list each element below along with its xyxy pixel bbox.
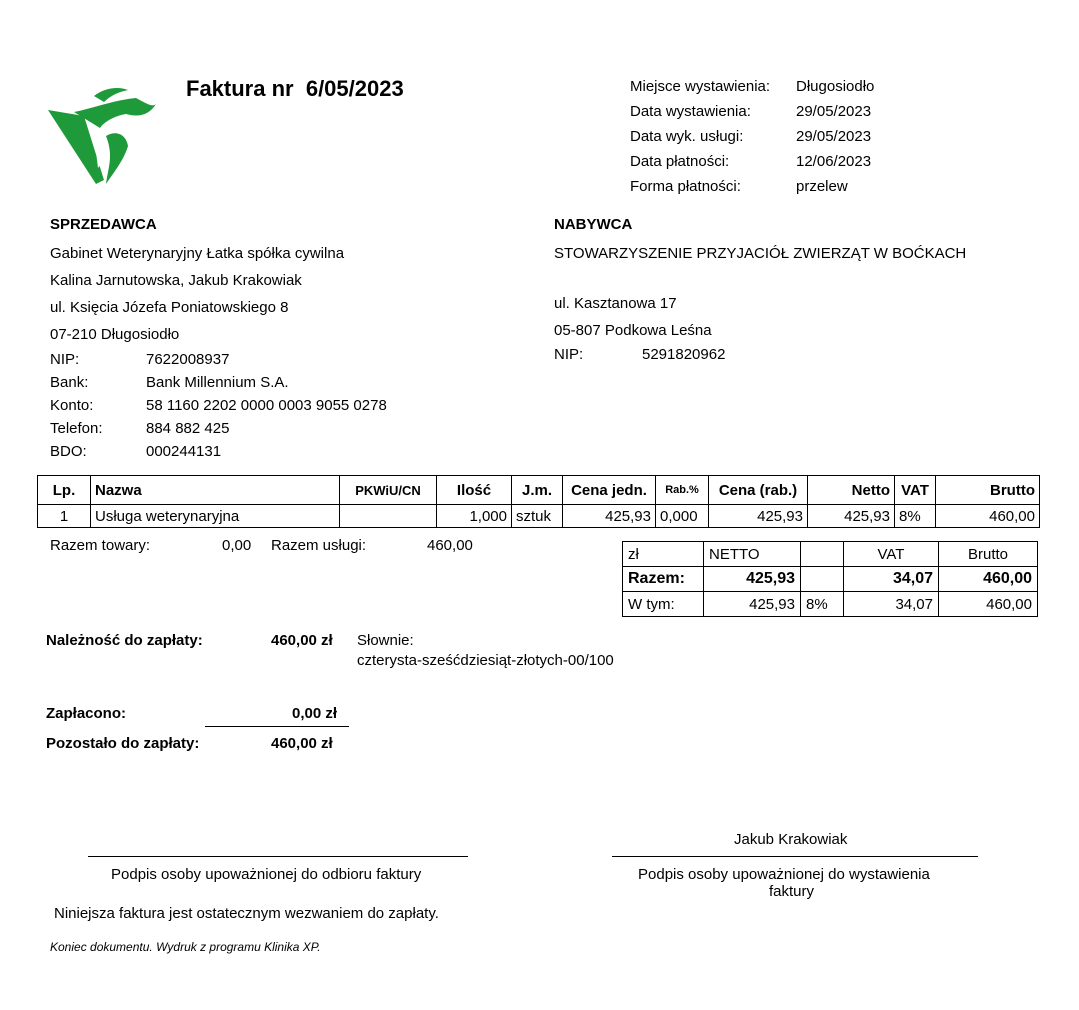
col-header: VAT <box>895 476 936 505</box>
seller-field-label: Telefon: <box>50 420 103 437</box>
cell-price-after-discount: 425,93 <box>709 505 808 528</box>
cell-unit-price: 425,93 <box>563 505 656 528</box>
summary-header-row <box>623 542 1038 567</box>
meta-label: Miejsce wystawienia: <box>630 78 771 95</box>
issuer-signature-line <box>612 856 978 857</box>
summary-cell: 34,07 <box>844 592 939 617</box>
remaining-label: Pozostało do zapłaty: <box>46 735 200 752</box>
cell-unit: sztuk <box>512 505 563 528</box>
vat-summary-table <box>622 541 1038 617</box>
seller-field-label: NIP: <box>50 351 80 368</box>
seller-field-value: 884 882 425 <box>146 420 230 437</box>
summary-total-row <box>623 567 1038 592</box>
meta-label: Data płatności: <box>630 153 730 170</box>
buyer-city: 05-807 Podkowa Leśna <box>554 322 712 339</box>
services-total-label: Razem usługi: <box>271 537 367 554</box>
seller-heading: SPRZEDAWCA <box>50 216 157 233</box>
seller-line: 07-210 Długosiodło <box>50 326 180 343</box>
buyer-nip-value: 5291820962 <box>642 346 726 363</box>
summary-cell <box>801 542 844 567</box>
clinic-logo <box>44 80 164 190</box>
items-table <box>37 475 1040 528</box>
buyer-name: STOWARZYSZENIE PRZYJACIÓŁ ZWIERZĄT W BOĆKACH <box>554 245 967 262</box>
buyer-heading: NABYWCA <box>554 216 633 233</box>
summary-cell: W tym: <box>623 592 704 617</box>
col-header: Brutto <box>936 476 1040 505</box>
goods-total-label: Razem towary: <box>50 537 151 554</box>
words-label: Słownie: <box>357 632 414 649</box>
items-header-row <box>38 476 1040 505</box>
issuer-signature-caption-cont: faktury <box>769 883 815 900</box>
meta-label: Forma płatności: <box>630 178 741 195</box>
cell-gross: 460,00 <box>936 505 1040 528</box>
summary-cell: 460,00 <box>939 592 1038 617</box>
col-header: Netto <box>808 476 895 505</box>
summary-breakdown-row <box>623 592 1038 617</box>
invoice-title-prefix: Faktura nr <box>186 76 294 101</box>
summary-cell: 34,07 <box>844 567 939 592</box>
amount-due-value: 460,00 zł <box>271 632 333 649</box>
services-total-value: 460,00 <box>427 537 473 554</box>
seller-field-label: Konto: <box>50 397 94 414</box>
col-header: Cena jedn. <box>563 476 656 505</box>
buyer-street: ul. Kasztanowa 17 <box>554 295 677 312</box>
meta-value: 12/06/2023 <box>796 153 872 170</box>
summary-cell: 460,00 <box>939 567 1038 592</box>
buyer-nip-label: NIP: <box>554 346 584 363</box>
seller-field-label: Bank: <box>50 374 89 391</box>
issuer-name: Jakub Krakowiak <box>734 831 848 848</box>
summary-cell: 8% <box>801 592 844 617</box>
seller-line: Gabinet Weterynaryjny Łatka spółka cywilna <box>50 245 345 262</box>
amount-due-label: Należność do zapłaty: <box>46 632 203 649</box>
seller-field-value: 7622008937 <box>146 351 230 368</box>
cell-lp: 1 <box>38 505 91 528</box>
cell-vat: 8% <box>895 505 936 528</box>
meta-value: 29/05/2023 <box>796 128 872 145</box>
col-header: Cena (rab.) <box>709 476 808 505</box>
seller-field-value: 000244131 <box>146 443 222 460</box>
paid-value: 0,00 zł <box>292 705 338 722</box>
paid-label: Zapłacono: <box>46 705 127 722</box>
invoice-number: 6/05/2023 <box>305 76 404 101</box>
cell-qty: 1,000 <box>437 505 512 528</box>
seller-line: Kalina Jarnutowska, Jakub Krakowiak <box>50 272 302 289</box>
seller-fields <box>50 348 387 463</box>
cell-name: Usługa weterynaryjna <box>91 505 340 528</box>
invoice-title <box>186 76 404 102</box>
seller-field-label: BDO: <box>50 443 87 460</box>
cell-discount: 0,000 <box>656 505 709 528</box>
remaining-value: 460,00 zł <box>271 735 333 752</box>
meta-value: Długosiodło <box>796 78 875 95</box>
buyer-nip <box>554 346 725 363</box>
paid-divider <box>205 726 349 727</box>
final-notice: Niniejsza faktura jest ostatecznym wezwaniem do zapłaty. <box>54 905 439 922</box>
summary-cell: 425,93 <box>704 592 801 617</box>
seller-block <box>50 240 344 348</box>
summary-cell: 425,93 <box>704 567 801 592</box>
seller-line: ul. Księcia Józefa Poniatowskiego 8 <box>50 299 289 316</box>
seller-field-value: Bank Millennium S.A. <box>146 374 289 391</box>
meta-value: przelew <box>796 178 848 195</box>
receiver-signature-line <box>88 856 468 857</box>
col-header: Nazwa <box>91 476 340 505</box>
col-header: Lp. <box>38 476 91 505</box>
col-header: J.m. <box>512 476 563 505</box>
summary-cell: VAT <box>844 542 939 567</box>
invoice-meta <box>630 76 874 201</box>
col-header: PKWiU/CN <box>340 476 437 505</box>
goods-total-value: 0,00 <box>222 537 252 554</box>
summary-cell: zł <box>623 542 704 567</box>
meta-label: Data wystawienia: <box>630 103 751 120</box>
document-end-note: Koniec dokumentu. Wydruk z programu Klinika XP. <box>50 940 321 954</box>
table-row <box>38 505 1040 528</box>
summary-cell: Brutto <box>939 542 1038 567</box>
cell-pkwiu <box>340 505 437 528</box>
summary-cell: Razem: <box>623 567 704 592</box>
meta-value: 29/05/2023 <box>796 103 872 120</box>
col-header: Ilość <box>437 476 512 505</box>
seller-field-value: 58 1160 2202 0000 0003 9055 0278 <box>146 397 387 414</box>
summary-cell <box>801 567 844 592</box>
amount-in-words: czterysta-sześćdziesiąt-złotych-00/100 <box>357 652 614 669</box>
meta-label: Data wyk. usługi: <box>630 128 744 145</box>
issuer-signature-caption: Podpis osoby upoważnionej do wystawienia <box>638 866 930 883</box>
receiver-signature-caption: Podpis osoby upoważnionej do odbioru faktury <box>111 866 422 883</box>
cell-net: 425,93 <box>808 505 895 528</box>
summary-cell: NETTO <box>704 542 801 567</box>
col-header: Rab.% <box>656 476 709 505</box>
